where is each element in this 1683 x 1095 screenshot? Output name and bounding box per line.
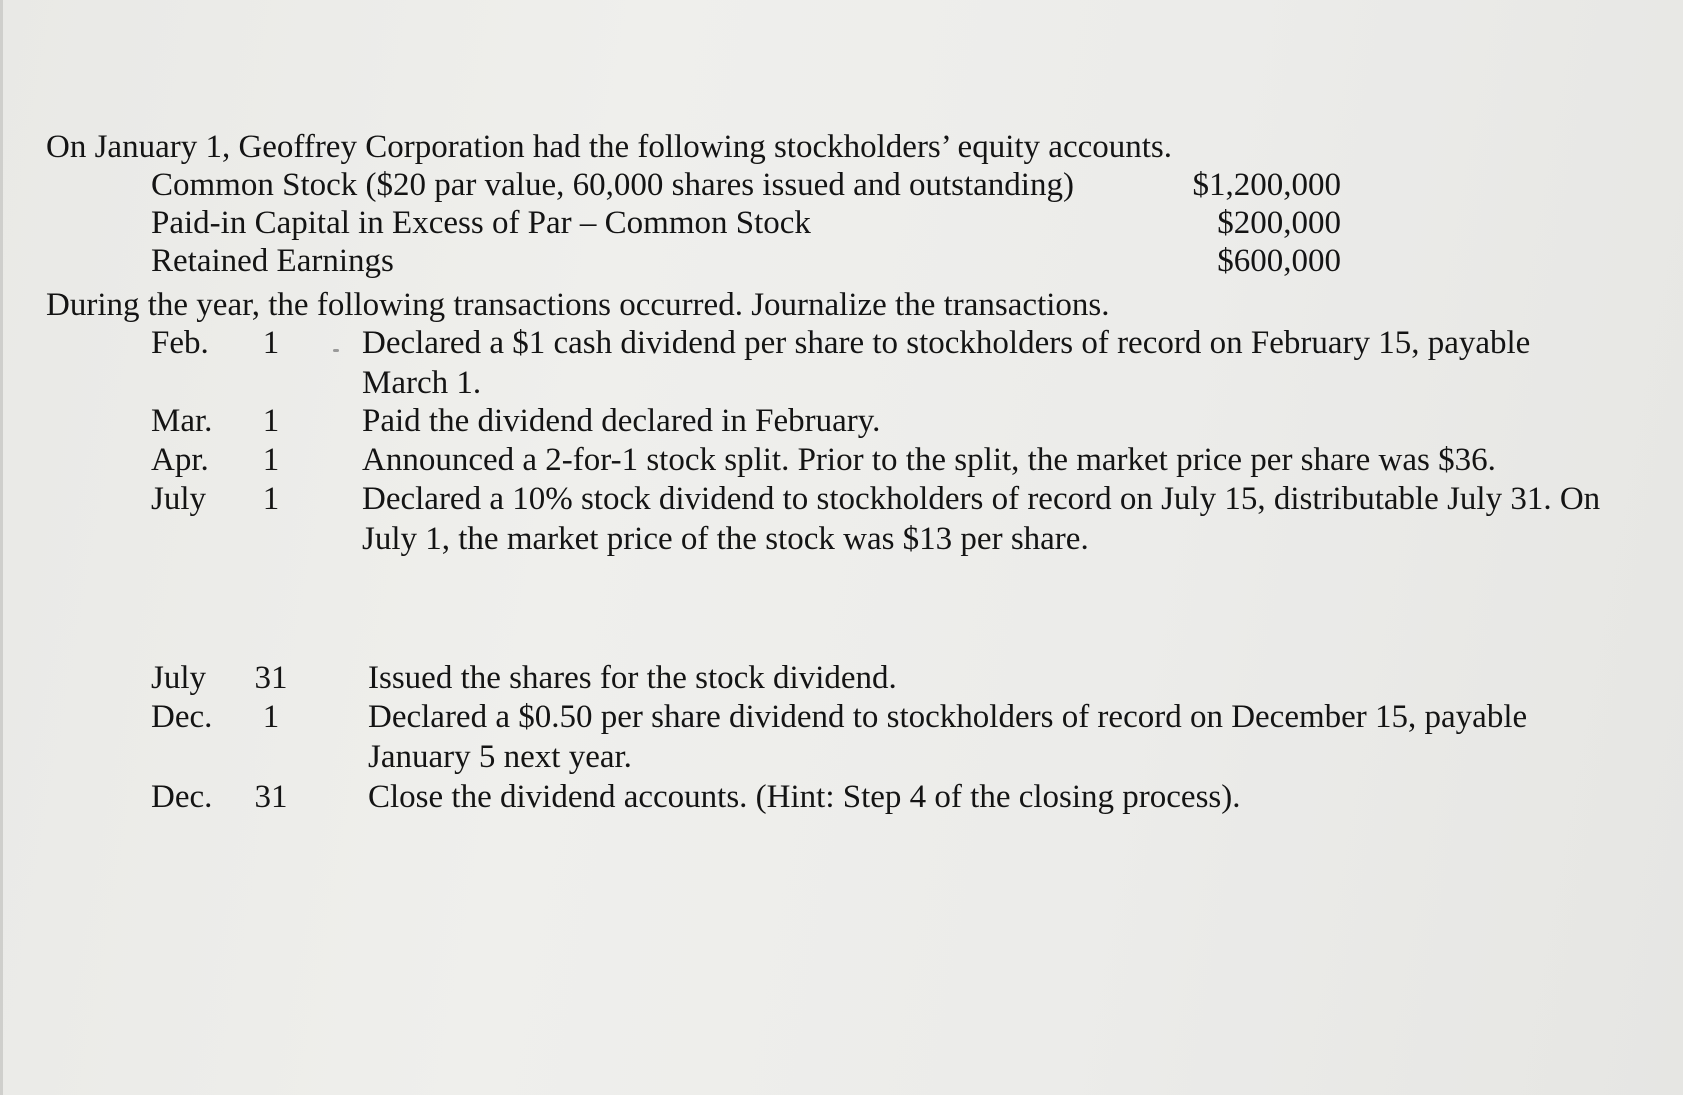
transaction-day: 1 — [262, 481, 280, 517]
transaction-day: 1 — [262, 403, 280, 439]
account-name: Retained Earnings — [151, 243, 394, 279]
account-amount: $1,200,000 — [1192, 167, 1341, 203]
transaction-month: July — [151, 660, 207, 696]
transaction-day: 31 — [254, 779, 288, 815]
transaction-day: 1 — [262, 325, 280, 361]
transaction-month: Dec. — [151, 779, 213, 815]
instructions-text: During the year, the following transactions occurred. Journalize the transactions. — [46, 287, 1110, 323]
transaction-description: Close the dividend accounts. (Hint: Step 4 of the closing process). — [368, 779, 1241, 815]
transaction-description: Declared a $0.50 per share dividend to stockholders of record on December 15, payable January 5 next year. — [368, 699, 1528, 775]
transaction-description: Declared a $1 cash dividend per share to stockholders of record on February 15, payable March 1. — [362, 325, 1531, 401]
account-name: Common Stock ($20 par value, 60,000 shares issued and outstanding) — [151, 167, 1074, 203]
transaction-month: July — [151, 481, 207, 517]
account-name: Paid-in Capital in Excess of Par – Common Stock — [151, 205, 811, 241]
transaction-description: Issued the shares for the stock dividend. — [368, 660, 897, 696]
account-amount: $600,000 — [1217, 243, 1341, 279]
transaction-description: Declared a 10% stock dividend to stockholders of record on July 15, distributable July 31. On July 1, the market price of the stock was $13 per share. — [362, 481, 1601, 557]
stray-mark — [333, 349, 339, 352]
transaction-day: 31 — [254, 660, 288, 696]
transaction-description: Announced a 2-for-1 stock split. Prior to the split, the market price per share was $36. — [362, 442, 1496, 478]
transaction-day: 1 — [262, 699, 280, 735]
account-amount: $200,000 — [1217, 205, 1341, 241]
transaction-month: Mar. — [151, 403, 213, 439]
transaction-month: Feb. — [151, 325, 209, 361]
transaction-description: Paid the dividend declared in February. — [362, 403, 881, 439]
page-edge — [0, 0, 3, 1095]
transaction-month: Dec. — [151, 699, 213, 735]
transaction-month: Apr. — [151, 442, 209, 478]
transaction-day: 1 — [262, 442, 280, 478]
intro-text: On January 1, Geoffrey Corporation had the following stockholders’ equity accounts. — [46, 129, 1172, 165]
